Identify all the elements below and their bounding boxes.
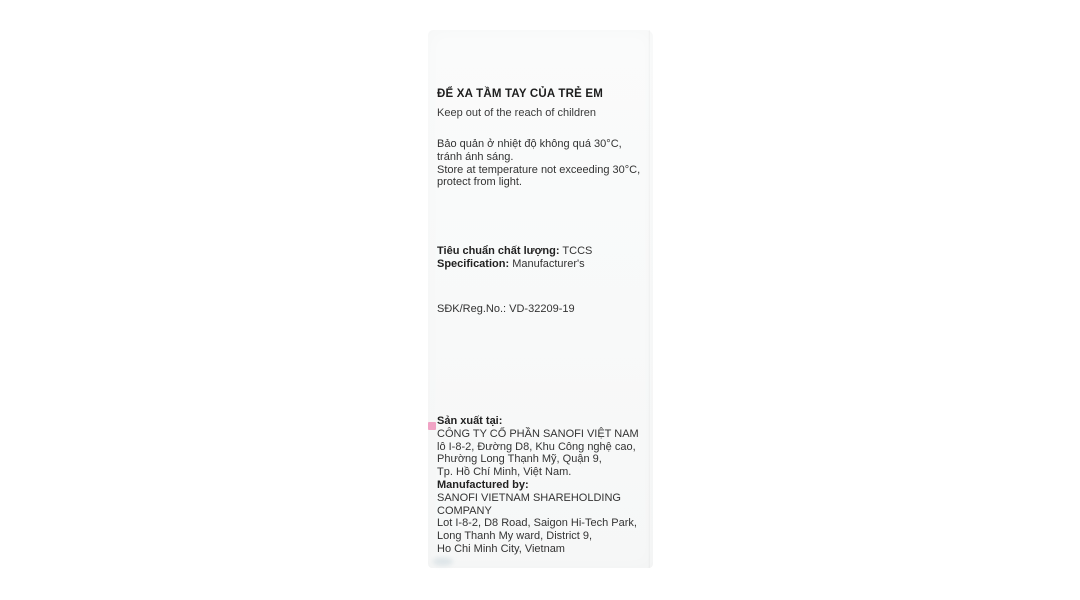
specification-line-en — [437, 258, 647, 271]
manufacturer-name-en-2: COMPANY — [437, 504, 492, 517]
specification-line-vi — [437, 245, 647, 258]
storage-instructions — [437, 138, 647, 189]
registration-label: SĐK/Reg.No.: — [437, 303, 507, 315]
manufacturer-address-en-1: Lot I-8-2, D8 Road, Saigon Hi-Tech Park, — [437, 517, 637, 530]
registration-number-line — [437, 303, 647, 316]
manufacturer-address-vi-3: Tp. Hồ Chí Minh, Việt Nam. — [437, 466, 572, 479]
specification-value-en: Manufacturer's — [512, 257, 585, 270]
storage-line-en-2: protect from light. — [437, 176, 522, 189]
manufacturer-label-vi: Sản xuất tại: — [437, 415, 503, 427]
manufacturer-name-en-1: SANOFI VIETNAM SHAREHOLDING — [437, 491, 621, 504]
manufacturer-name-vi: CÔNG TY CỔ PHẦN SANOFI VIỆT NAM — [437, 427, 639, 440]
specification-label-vi: Tiêu chuẩn chất lượng: — [437, 245, 560, 257]
manufacturer-address-en-3: Ho Chi Minh City, Vietnam — [437, 542, 565, 555]
specification-label-en: Specification: — [437, 257, 510, 270]
manufacturer-block — [437, 415, 647, 556]
specification-value-vi: TCCS — [562, 245, 593, 257]
pink-print-registration-mark — [428, 422, 436, 430]
specification-block — [437, 245, 647, 271]
manufacturer-label-en: Manufactured by: — [437, 478, 529, 491]
warning-text-vietnamese: ĐỂ XA TẦM TAY CỦA TRẺ EM — [437, 88, 604, 100]
warning-text-english: Keep out of the reach of children — [437, 107, 596, 119]
manufacturer-address-vi-2: Phường Long Thạnh Mỹ, Quận 9, — [437, 453, 602, 466]
storage-line-en-1: Store at temperature not exceeding 30°C, — [437, 163, 641, 176]
medicine-box-panel — [428, 30, 653, 568]
storage-line-vi-2: tránh ánh sáng. — [437, 150, 514, 163]
manufacturer-address-vi-1: lô I-8-2, Đường D8, Khu Công nghệ cao, — [437, 440, 636, 453]
panel-crease — [648, 30, 650, 568]
registration-value: VD-32209-19 — [509, 303, 575, 315]
faint-print-smudge — [433, 557, 453, 566]
manufacturer-address-en-2: Long Thanh My ward, District 9, — [437, 530, 593, 543]
storage-line-vi-1: Bảo quản ở nhiệt độ không quá 30°C, — [437, 138, 622, 150]
